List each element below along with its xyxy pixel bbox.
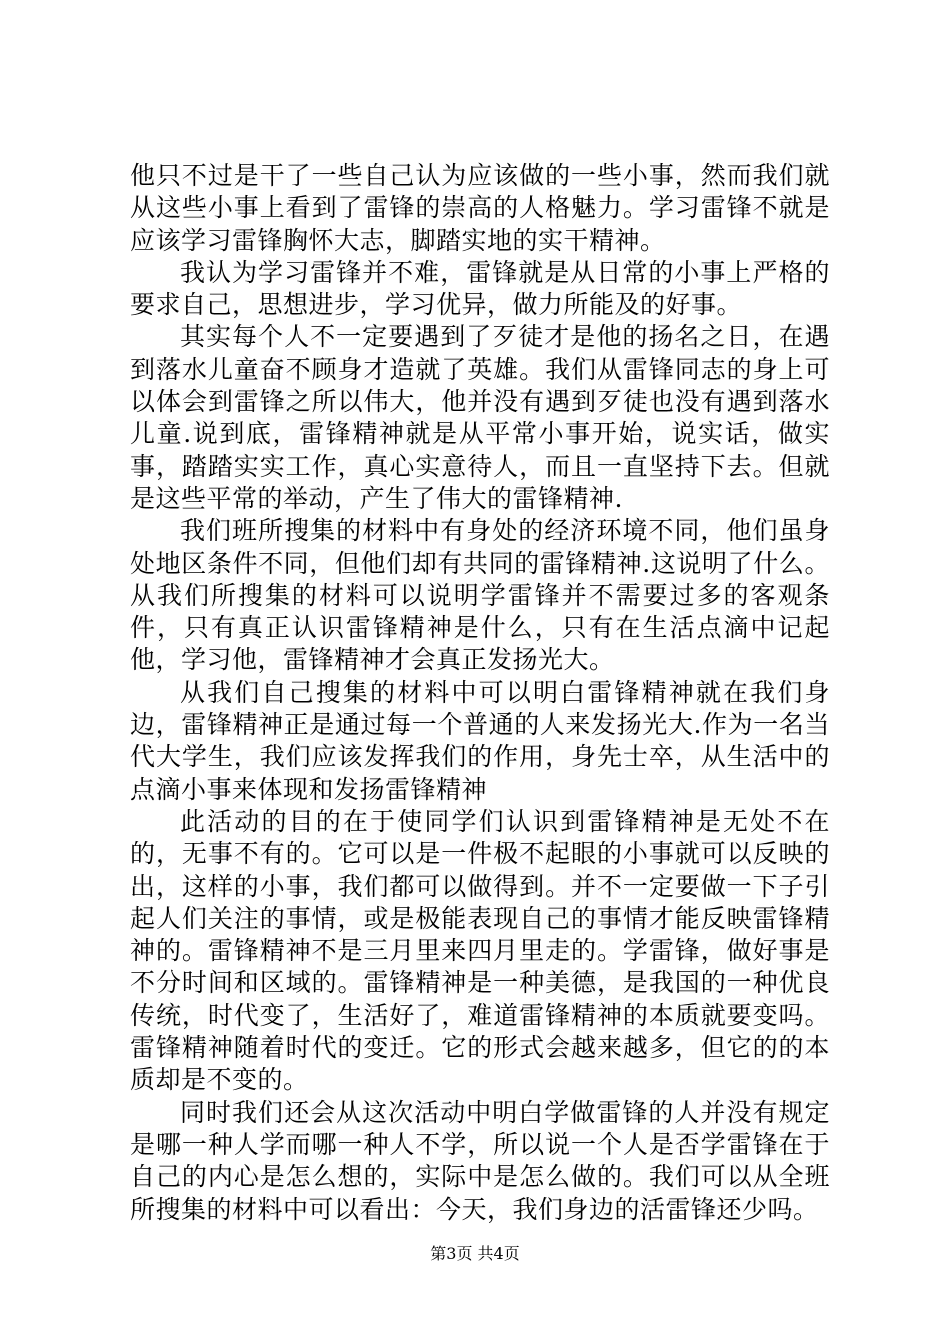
paragraph-2: 我认为学习雷锋并不难，雷锋就是从日常的小事上严格的要求自己，思想进步，学习优异，做力所能及的好事。 — [130, 257, 830, 320]
paragraph-5: 从我们自己搜集的材料中可以明白雷锋精神就在我们身边，雷锋精神正是通过每一个普通的人来发扬光大.作为一名当代大学生，我们应该发挥我们的作用，身先士卒，从生活中的点滴小事来体现和发扬雷锋精神 — [130, 677, 830, 804]
paragraph-7: 同时我们还会从这次活动中明白学做雷锋的人并没有规定是哪一种人学而哪一种人不学，所以说一个人是否学雷锋在于自己的内心是怎么想的，实际中是怎么做的。我们可以从全班所搜集的材料中可以看出：今天，我们身边的活雷锋还少吗。 — [130, 1097, 830, 1224]
body-text — [130, 160, 830, 1226]
paragraph-3: 其实每个人不一定要遇到了歹徒才是他的扬名之日，在遇到落水儿童奋不顾身才造就了英雄。我们从雷锋同志的身上可以体会到雷锋之所以伟大，他并没有遇到歹徒也没有遇到落水儿童.说到底，雷锋精神就是从平常小事开始，说实话，做实事，踏踏实实工作，真心实意待人，而且一直坚持下去。但就是这些平常的举动，产生了伟大的雷锋精神. — [130, 322, 830, 513]
page-number-footer: 第3页 共4页 — [430, 1244, 520, 1263]
paragraph-6: 此活动的目的在于使同学们认识到雷锋精神是无处不在的，无事不有的。它可以是一件极不起眼的小事就可以反映的出，这样的小事，我们都可以做得到。并不一定要做一下子引起人们关注的事情，或是极能表现自己的事情才能反映雷锋精神的。雷锋精神不是三月里来四月里走的。学雷锋，做好事是不分时间和区域的。雷锋精神是一种美德，是我国的一种优良传统，时代变了，生活好了，难道雷锋精神的本质就要变吗。雷锋精神随着时代的变迁。它的形式会越来越多，但它的的本质却是不变的。 — [130, 806, 830, 1095]
paragraph-4: 我们班所搜集的材料中有身处的经济环境不同，他们虽身处地区条件不同，但他们却有共同的雷锋精神.这说明了什么。从我们所搜集的材料可以说明学雷锋并不需要过多的客观条件，只有真正认识雷锋精神是什么，只有在生活点滴中记起他，学习他，雷锋精神才会真正发扬光大。 — [130, 516, 830, 675]
paragraph-1: 他只不过是干了一些自己认为应该做的一些小事，然而我们就从这些小事上看到了雷锋的崇高的人格魅力。学习雷锋不就是应该学习雷锋胸怀大志，脚踏实地的实干精神。 — [130, 161, 830, 255]
